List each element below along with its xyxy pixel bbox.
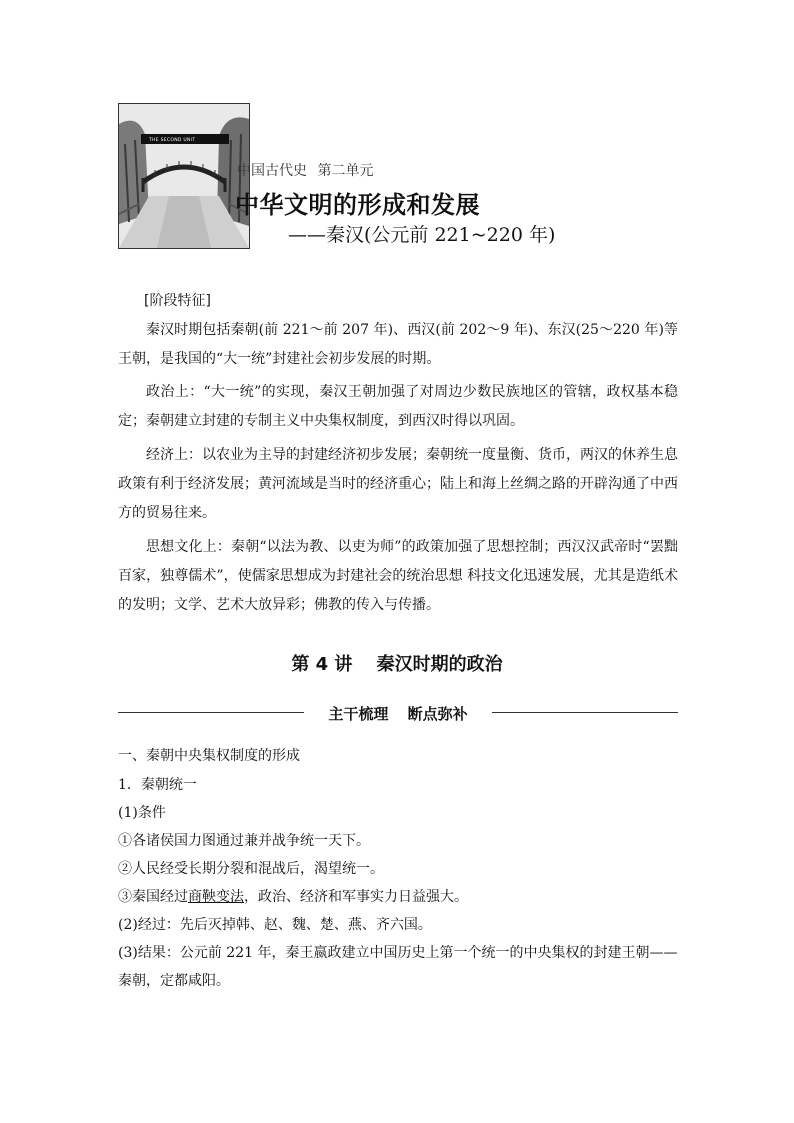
shang-yang-reform-term: 商鞅变法 <box>188 889 244 905</box>
stage-paragraph-economy: 经济上：以农业为主导的封建经济初步发展；秦朝统一度量衡、货币，两汉的休养生息政策有利于经济发展；黄河流域是当时的经济重心；陆上和海上丝绸之路的开辟沟通了中西方的贸易往来。 <box>118 447 678 521</box>
section-caption-part2: 断点弥补 <box>407 705 468 723</box>
lecture-title <box>0 650 794 676</box>
unit-label-number: 第二单元 <box>317 163 374 179</box>
photo-caption: THE SECOND UNIT <box>149 138 196 143</box>
stage-paragraph-politics: 政治上：“大一统”的实现，秦汉王朝加强了对周边少数民族地区的管辖，政权基本稳定；秦朝建立封建的专制主义中央集权制度，到西汉时得以巩固。 <box>118 384 678 429</box>
section-caption-part1: 主干梳理 <box>328 705 389 723</box>
section-divider <box>118 700 678 724</box>
unit-subtitle: ——秦汉(公元前 221~220 年) <box>288 224 556 246</box>
stage-paragraph-culture: 思想文化上：秦朝“以法为教、以吏为师”的政策加强了思想控制；西汉汉武帝时“罢黜百家，独尊儒术”，使儒家思想成为封建社会的统治思想 科技文化迅速发展，尤其是造纸术的发明；文学、艺术大放异彩；佛教的传入与传播。 <box>118 539 678 613</box>
unit-label <box>237 160 373 180</box>
condition-item-3 <box>118 886 678 906</box>
bridge-canal-image <box>119 104 249 248</box>
section-caption <box>118 703 678 724</box>
subheading-qin-unification: 1．秦朝统一 <box>118 777 197 793</box>
process-item: (2)经过：先后灭掉韩、赵、魏、楚、燕、齐六国。 <box>118 917 432 933</box>
lecture-name: 秦汉时期的政治 <box>376 654 503 675</box>
stage-paragraph-overview: 秦汉时期包括秦朝(前 221～前 207 年)、西汉(前 202～9 年)、东汉(25～220 年)等王朝，是我国的“大一统”封建社会初步发展的时期。 <box>118 322 678 367</box>
condition-item-1: ①各诸侯国力图通过兼并战争统一天下。 <box>118 833 370 849</box>
unit-title: 中华文明的形成和发展 <box>235 191 480 219</box>
condition-item-3-prefix: ③秦国经过 <box>118 889 188 905</box>
lecture-number: 第 4 讲 <box>291 654 353 675</box>
stage-features-label: [阶段特征] <box>144 293 211 309</box>
unit-cover-photo <box>118 103 250 249</box>
conditions-heading: (1)条件 <box>118 805 166 821</box>
condition-item-2: ②人民经受长期分裂和混战后，渴望统一。 <box>118 861 384 877</box>
unit-label-period: 中国古代史 <box>237 163 307 179</box>
result-item-line1: (3)结果：公元前 221 年，秦王嬴政建立中国历史上第一个统一的中央集权的封建王朝—— <box>118 945 678 961</box>
condition-item-3-suffix: ，政治、经济和军事实力日益强大。 <box>244 889 468 905</box>
heading-qin-centralization: 一、秦朝中央集权制度的形成 <box>118 748 300 764</box>
divider-rule-right <box>492 712 678 713</box>
result-item-line2: 秦朝，定都咸阳。 <box>118 973 230 989</box>
